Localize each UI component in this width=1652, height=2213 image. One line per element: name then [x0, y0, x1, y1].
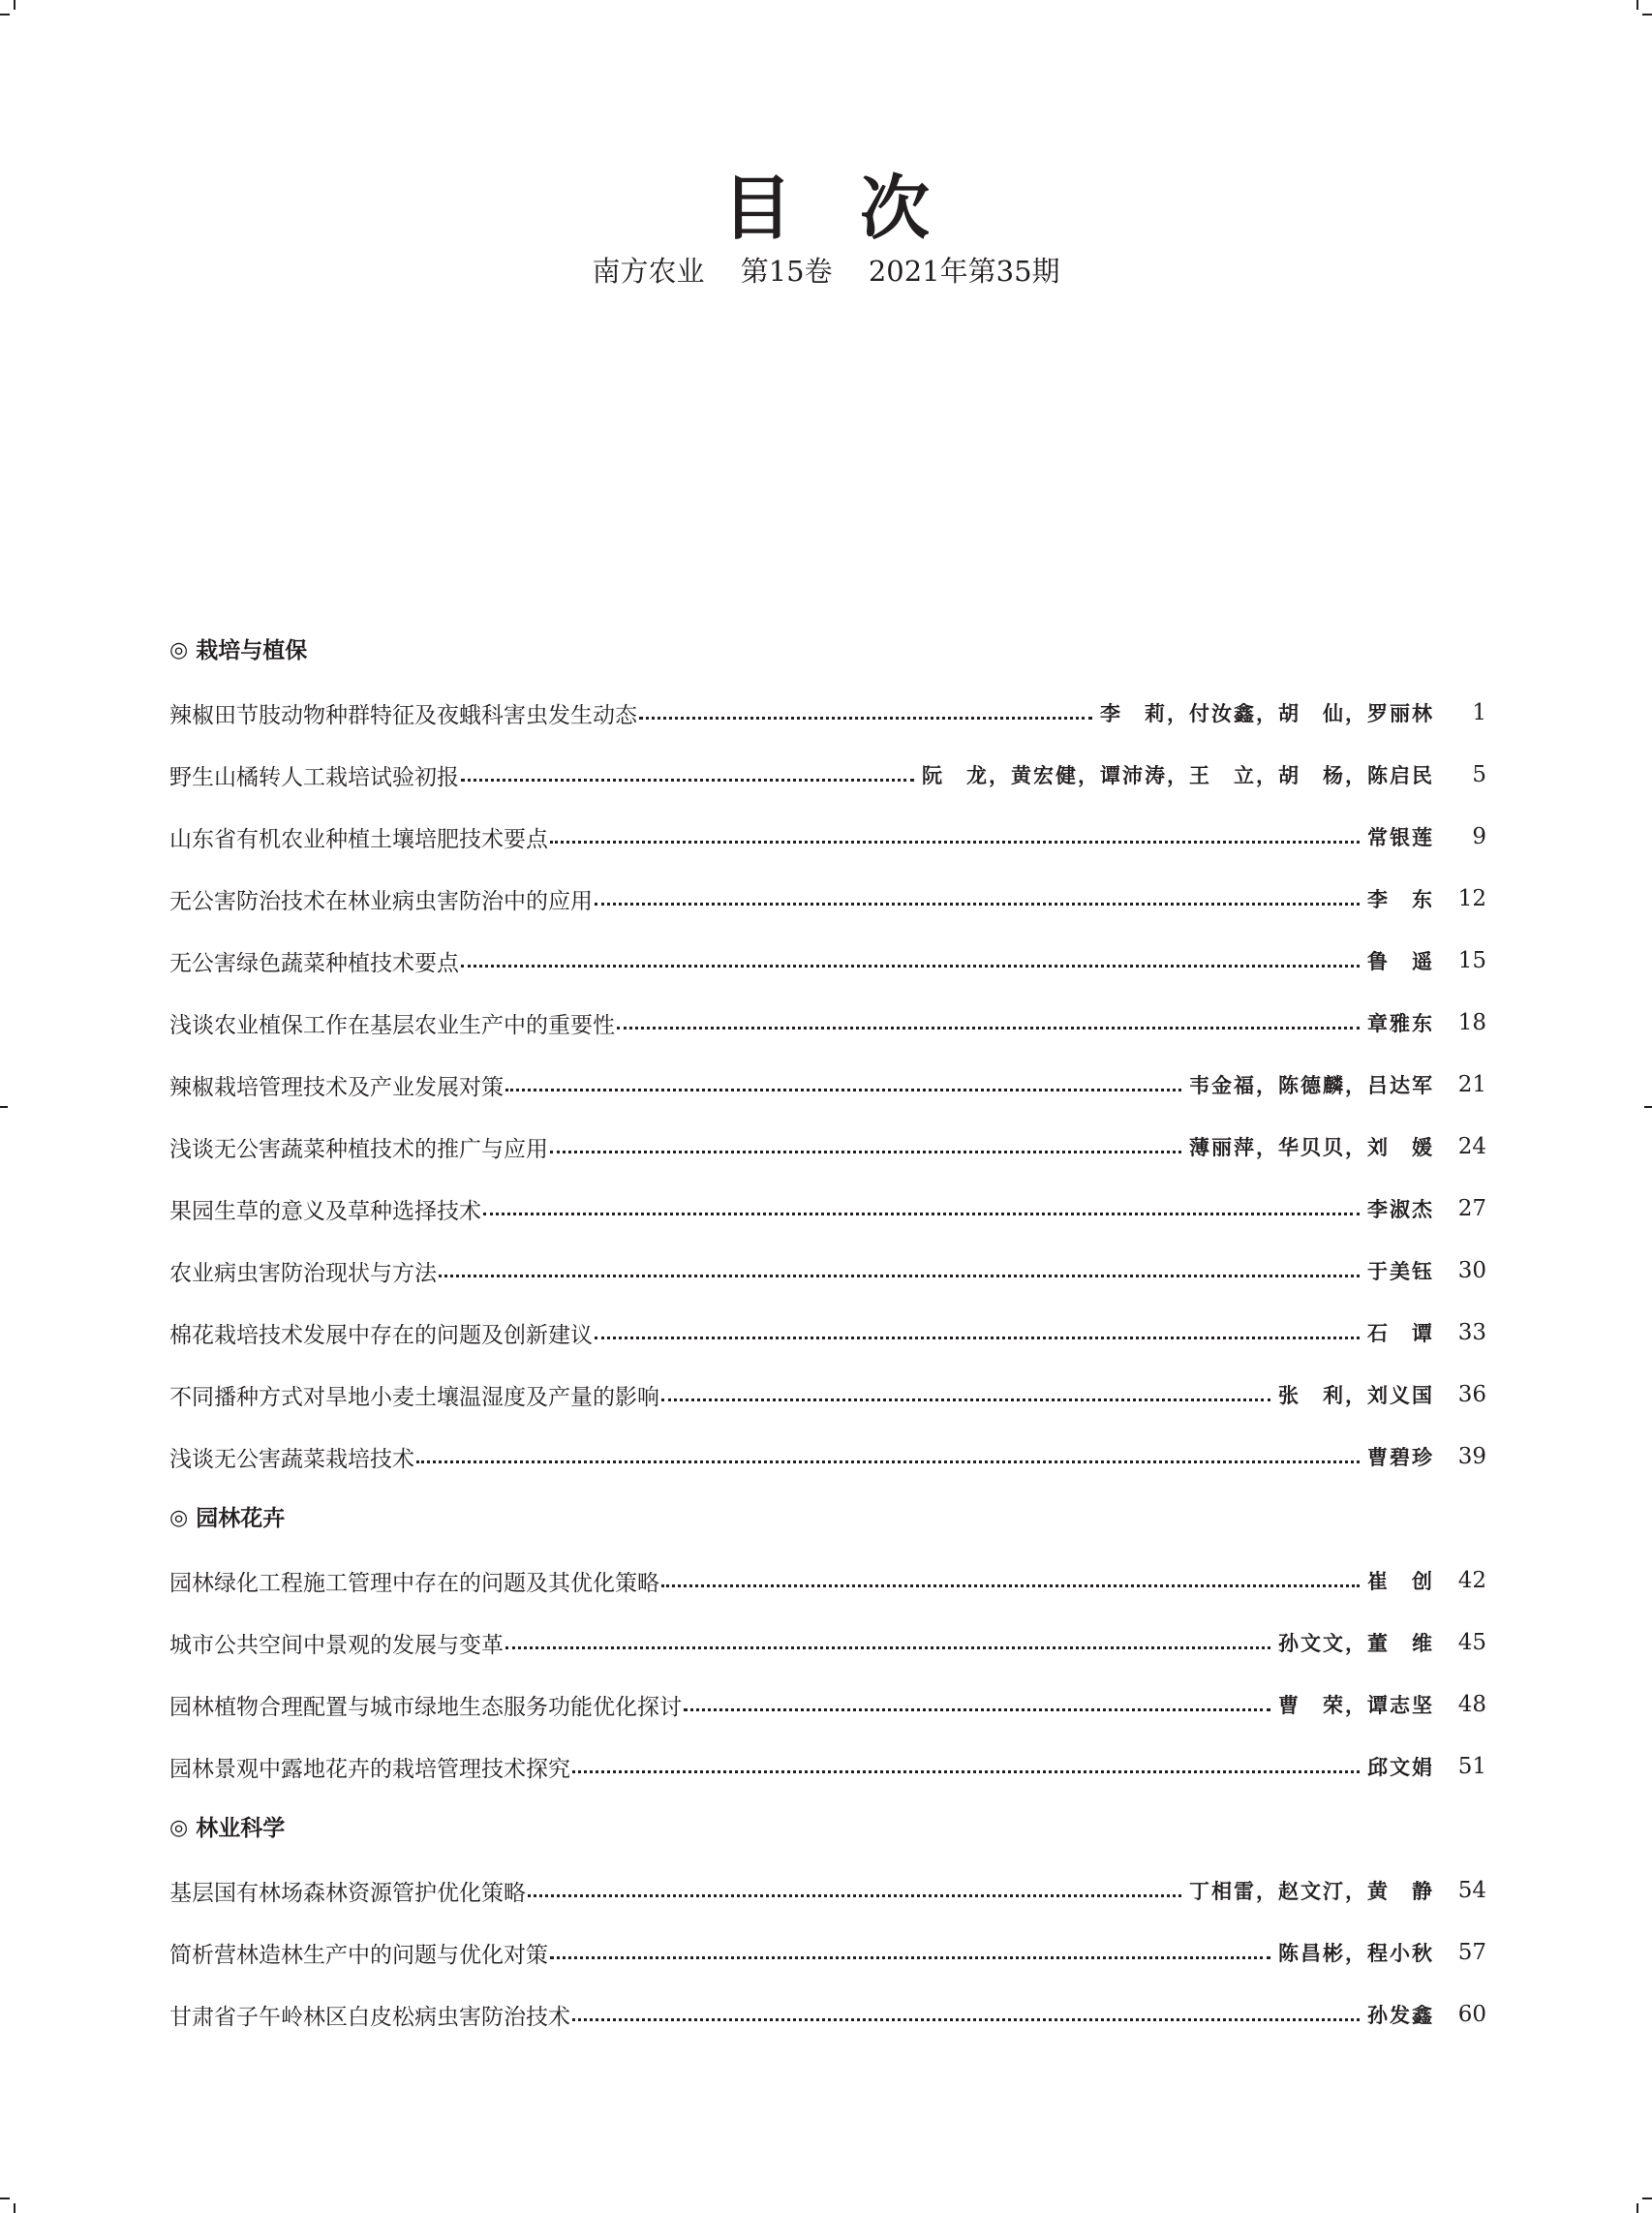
- dot-leader: [550, 841, 1360, 844]
- article-title: 辣椒栽培管理技术及产业发展对策: [169, 1074, 504, 1100]
- article-title: 棉花栽培技术发展中存在的问题及创新建议: [169, 1322, 593, 1348]
- article-title: 无公害防治技术在林业病虫害防治中的应用: [169, 888, 593, 914]
- article-authors: 曹碧珍: [1367, 1446, 1434, 1469]
- article-authors: 邱文娟: [1367, 1756, 1434, 1779]
- dot-leader: [595, 1337, 1360, 1339]
- crop-mark-bottom-left-h: [0, 2198, 10, 2199]
- dot-leader: [572, 1770, 1360, 1773]
- page-number: 51: [1457, 1754, 1486, 1779]
- toc-entry[interactable]: [169, 744, 1486, 806]
- article-title: 简析营林造林生产中的问题与优化对策: [169, 1942, 548, 1968]
- section-bullet-icon: ◎: [169, 1506, 189, 1530]
- article-authors: 陈昌彬，程小秋: [1278, 1942, 1434, 1965]
- article-authors: 鲁 遥: [1367, 950, 1434, 973]
- toc-entry[interactable]: [169, 1178, 1486, 1240]
- article-title: 浅谈农业植保工作在基层农业生产中的重要性: [169, 1012, 615, 1038]
- page-number: 1: [1472, 700, 1486, 725]
- crop-mark-mid-right: [1644, 1106, 1652, 1108]
- article-authors: 韦金福，陈德麟，吕达军: [1189, 1074, 1434, 1097]
- section-heading: [169, 1798, 1486, 1860]
- toc-entry[interactable]: [169, 1364, 1486, 1426]
- dot-leader: [550, 1151, 1181, 1153]
- dot-leader: [483, 1213, 1360, 1215]
- article-authors: 阮 龙，黄宏健，谭沛涛，王 立，胡 杨，陈启民: [922, 764, 1434, 787]
- article-title: 野生山橘转人工栽培试验初报: [169, 764, 459, 790]
- page-number: 24: [1457, 1134, 1486, 1159]
- article-authors: 薄丽萍，华贝贝，刘 媛: [1189, 1136, 1434, 1159]
- toc-entry[interactable]: [169, 992, 1486, 1054]
- article-title: 不同播种方式对旱地小麦土壤温湿度及产量的影响: [169, 1384, 659, 1410]
- article-title: 甘肃省子午岭林区白皮松病虫害防治技术: [169, 2004, 570, 2030]
- article-authors: 崔 创: [1367, 1570, 1434, 1593]
- dot-leader: [684, 1708, 1270, 1711]
- article-authors: 章雅东: [1367, 1012, 1434, 1035]
- page-number: 42: [1457, 1568, 1486, 1593]
- crop-mark-top-left-v: [14, 0, 15, 10]
- dot-leader: [505, 1646, 1270, 1649]
- article-title: 山东省有机农业种植土壤培肥技术要点: [169, 826, 548, 852]
- article-title: 农业病虫害防治现状与方法: [169, 1260, 437, 1286]
- section-heading: [169, 620, 1486, 682]
- page-number: 36: [1457, 1382, 1486, 1407]
- section-title: 栽培与植保: [196, 638, 308, 663]
- page-number: 30: [1457, 1258, 1486, 1283]
- article-authors: 张 利，刘义国: [1278, 1384, 1434, 1407]
- dot-leader: [461, 965, 1360, 968]
- toc-entry[interactable]: [169, 1054, 1486, 1116]
- section-bullet-icon: ◎: [169, 1816, 189, 1840]
- page-number: 54: [1457, 1878, 1486, 1903]
- toc-entry[interactable]: [169, 1983, 1486, 2045]
- journal-volume: 第15卷: [740, 255, 833, 288]
- toc-entry[interactable]: [169, 868, 1486, 930]
- page-number: 9: [1472, 824, 1486, 849]
- article-authors: 丁相雷，赵文汀，黄 静: [1189, 1880, 1434, 1903]
- crop-mark-bottom-right-v: [1637, 2203, 1638, 2213]
- crop-mark-bottom-left-v: [14, 2203, 15, 2213]
- toc-entry[interactable]: [169, 930, 1486, 992]
- page-number: 27: [1457, 1196, 1486, 1221]
- toc-entry[interactable]: [169, 1674, 1486, 1736]
- crop-mark-bottom-right-h: [1642, 2198, 1652, 2199]
- article-authors: 石 谭: [1367, 1322, 1434, 1345]
- article-title: 基层国有林场森林资源管护优化策略: [169, 1880, 526, 1906]
- article-title: 果园生草的意义及草种选择技术: [169, 1198, 481, 1224]
- page-number: 39: [1457, 1444, 1486, 1469]
- page-number: 48: [1457, 1692, 1486, 1717]
- dot-leader: [661, 1584, 1360, 1587]
- dot-leader: [528, 1894, 1181, 1897]
- table-of-contents: [169, 620, 1486, 2045]
- article-title: 辣椒田节肢动物种群特征及夜蛾科害虫发生动态: [169, 702, 637, 728]
- dot-leader: [639, 717, 1092, 720]
- article-authors: 常银莲: [1367, 826, 1434, 849]
- page-number: 12: [1457, 886, 1486, 911]
- article-title: 浅谈无公害蔬菜栽培技术: [169, 1446, 414, 1472]
- section-title: 林业科学: [196, 1816, 286, 1841]
- section-bullet-icon: ◎: [169, 638, 189, 662]
- toc-entry[interactable]: [169, 1240, 1486, 1302]
- toc-entry[interactable]: [169, 806, 1486, 868]
- page-subtitle: [0, 252, 1652, 291]
- toc-entry[interactable]: [169, 1116, 1486, 1178]
- dot-leader: [572, 2018, 1360, 2021]
- dot-leader: [439, 1275, 1360, 1277]
- article-title: 园林植物合理配置与城市绿地生态服务功能优化探讨: [169, 1694, 682, 1720]
- page-title: 目次: [721, 168, 997, 249]
- toc-entry[interactable]: [169, 1921, 1486, 1983]
- toc-entry[interactable]: [169, 1426, 1486, 1488]
- article-authors: 李 东: [1367, 888, 1434, 911]
- crop-mark-top-right-h: [1642, 14, 1652, 15]
- page-number: 60: [1457, 2002, 1486, 2027]
- page-number: 45: [1457, 1630, 1486, 1655]
- article-title: 浅谈无公害蔬菜种植技术的推广与应用: [169, 1136, 548, 1162]
- toc-entry[interactable]: [169, 1612, 1486, 1674]
- article-title: 城市公共空间中景观的发展与变革: [169, 1632, 504, 1658]
- page-number: 33: [1457, 1320, 1486, 1345]
- dot-leader: [595, 903, 1360, 906]
- article-authors: 李 莉，付汝鑫，胡 仙，罗丽林: [1100, 702, 1434, 725]
- dot-leader: [617, 1027, 1360, 1030]
- toc-entry[interactable]: [169, 1736, 1486, 1798]
- dot-leader: [661, 1398, 1270, 1401]
- journal-issue: 2021年第35期: [868, 255, 1060, 288]
- toc-entry[interactable]: [169, 682, 1486, 744]
- article-authors: 李淑杰: [1367, 1198, 1434, 1221]
- article-title: 园林绿化工程施工管理中存在的问题及其优化策略: [169, 1570, 659, 1596]
- page-number: 5: [1472, 762, 1486, 787]
- article-authors: 孙发鑫: [1367, 2004, 1434, 2027]
- crop-mark-top-right-v: [1637, 0, 1638, 10]
- article-title: 园林景观中露地花卉的栽培管理技术探究: [169, 1756, 570, 1782]
- article-authors: 曹 荣，谭志坚: [1278, 1694, 1434, 1717]
- article-authors: 于美钰: [1367, 1260, 1434, 1283]
- page-number: 57: [1457, 1940, 1486, 1965]
- crop-mark-mid-left: [0, 1106, 8, 1108]
- toc-entry[interactable]: [169, 1860, 1486, 1921]
- page-number: 21: [1457, 1072, 1486, 1097]
- dot-leader: [550, 1956, 1270, 1959]
- article-authors: 孙文文，董 维: [1278, 1632, 1434, 1655]
- dot-leader: [416, 1460, 1360, 1463]
- section-heading: [169, 1488, 1486, 1550]
- page-number: 15: [1457, 948, 1486, 973]
- article-title: 无公害绿色蔬菜种植技术要点: [169, 950, 459, 976]
- crop-mark-top-left-h: [0, 14, 10, 15]
- page-number: 18: [1457, 1010, 1486, 1035]
- toc-entry[interactable]: [169, 1550, 1486, 1612]
- dot-leader: [461, 779, 914, 782]
- journal-name: 南方农业: [592, 255, 705, 288]
- toc-entry[interactable]: [169, 1302, 1486, 1364]
- dot-leader: [505, 1089, 1181, 1091]
- section-title: 园林花卉: [196, 1506, 286, 1531]
